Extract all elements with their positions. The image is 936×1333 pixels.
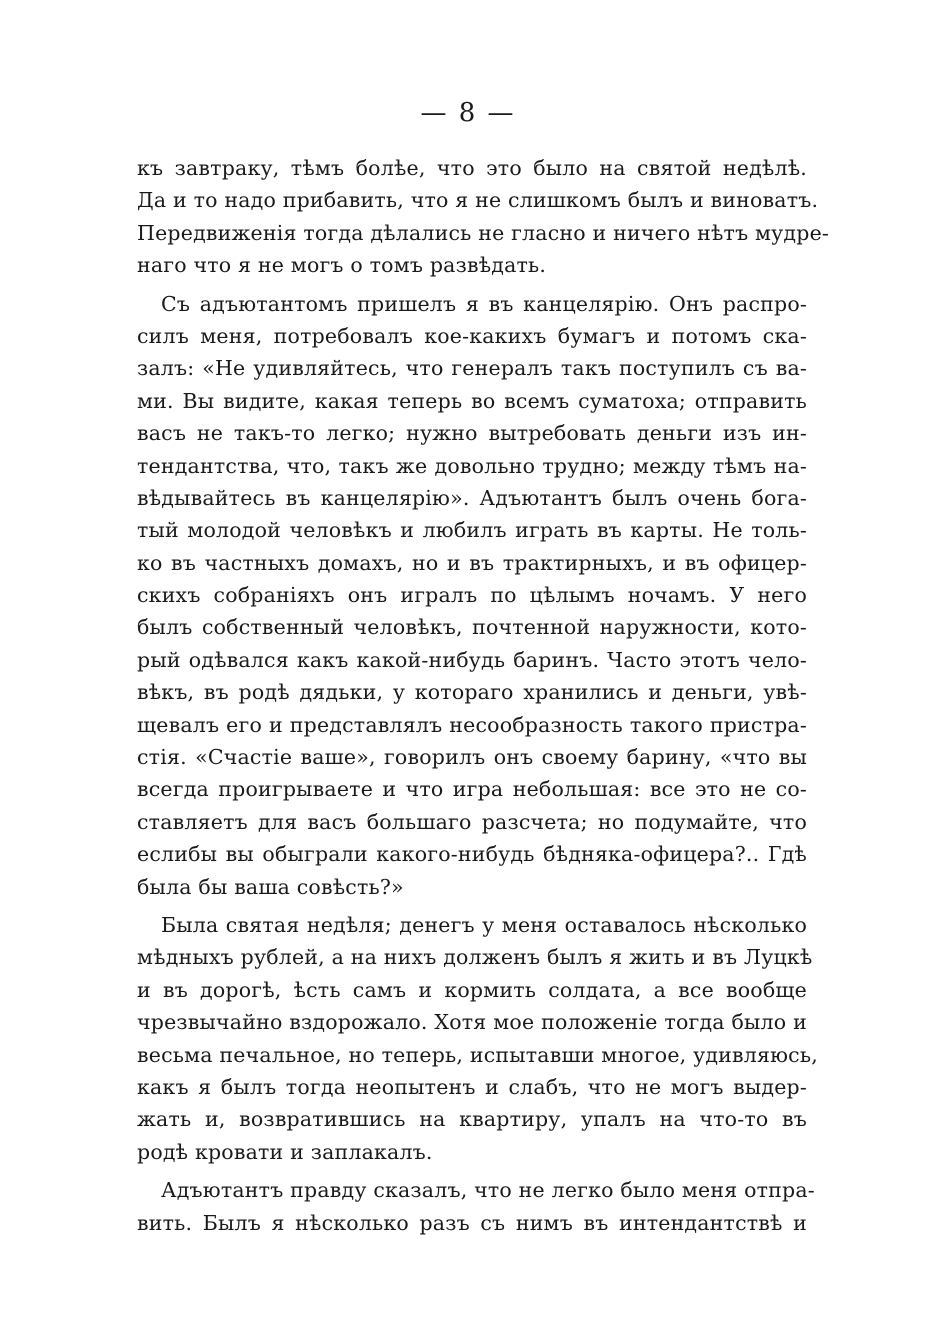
text-line: тендантства, что, такъ же довольно трудно; между тѣмъ на- [137, 453, 807, 478]
body-text [137, 152, 830, 1245]
page-number-header: — 8 — [420, 98, 516, 128]
text-line: ко въ частныхъ домахъ, но и въ трактирныхъ, и въ офицер- [137, 550, 807, 575]
text-line: рый одѣвался какъ какой-нибудь баринъ. Часто этотъ чело- [137, 647, 807, 672]
text-line: скихъ собраніяхъ онъ игралъ по цѣлымъ ночамъ. У него [137, 583, 807, 608]
text-line: какъ я былъ тогда неопытенъ и слабъ, что не могъ выдер- [137, 1074, 807, 1099]
text-line: еслибы вы обыграли какого-нибудь бѣдняка-офицера?.. Гдѣ [137, 842, 807, 867]
text-line: мѣдныхъ рублей, а на нихъ долженъ былъ я жить и въ Луцкѣ [137, 945, 813, 970]
text-line: вѣдывайтесь въ канцелярію». Адъютантъ былъ очень бога- [137, 485, 807, 510]
text-line: Съ адъютантомъ пришелъ я въ канцелярію. Онъ распро- [161, 291, 807, 316]
text-line: тый молодой человѣкъ и любилъ играть въ карты. Не толь- [137, 518, 807, 543]
text-line: всегда проигрываете и что игра небольшая: все это не со- [137, 777, 807, 802]
text-line: къ завтраку, тѣмъ болѣе, что это было на святой недѣлѣ. [137, 156, 807, 180]
text-line: и въ дорогѣ, ѣсть самъ и кормить солдата, а все вообще [137, 977, 807, 1002]
text-line: силъ меня, потребовалъ кое-какихъ бумагъ и потомъ ска- [137, 323, 807, 348]
paragraph [137, 288, 807, 903]
paragraph [137, 909, 818, 1168]
paragraph [137, 152, 830, 282]
text-line: былъ собственный человѣкъ, почтенной наружности, кото- [137, 615, 807, 640]
text-line: васъ не такъ-то легко; нужно вытребовать деньги изъ ин- [137, 421, 807, 446]
text-line: жать и, возвратившись на квартиру, упалъ на что-то въ [137, 1107, 807, 1132]
text-line: Была святая недѣля; денегъ у меня оставалось нѣсколько [161, 912, 807, 937]
text-line: стія. «Счастіе ваше», говорилъ онъ своему барину, «что вы [137, 745, 807, 770]
text-line: родѣ кровати и заплакалъ. [137, 1139, 433, 1164]
text-line: наго что я не могъ о томъ развѣдать. [137, 253, 547, 278]
text-line: была бы ваша совѣсть?» [137, 874, 404, 899]
text-line: вить. Былъ я нѣсколько разъ съ нимъ въ интендантствѣ и [137, 1210, 807, 1235]
text-line: Передвиженія тогда дѣлались не гласно и ничего нѣтъ мудре- [137, 220, 830, 245]
paragraph [137, 1174, 815, 1239]
text-line: ми. Вы видите, какая теперь во всемъ суматоха; отправить [137, 388, 807, 413]
text-line: вѣкъ, въ родѣ дядьки, у котораго хранились и деньги, увѣ- [137, 680, 807, 705]
text-line: щевалъ его и представлялъ несообразность такого пристра- [137, 712, 807, 737]
text-line: Адъютантъ правду сказалъ, что не легко было меня отпра- [161, 1178, 815, 1203]
text-line: чрезвычайно вздорожало. Хотя мое положеніе тогда было и [137, 1010, 807, 1035]
text-line: залъ: «Не удивляйтесь, что генералъ такъ поступилъ съ ва- [137, 356, 807, 381]
text-line: ставляетъ для васъ большаго разсчета; но подумайте, что [137, 809, 807, 834]
text-line: Да и то надо прибавить, что я не слишкомъ былъ и виноватъ. [137, 188, 819, 213]
text-line: весьма печальное, но теперь, испытавши многое, удивляюсь, [137, 1042, 818, 1067]
